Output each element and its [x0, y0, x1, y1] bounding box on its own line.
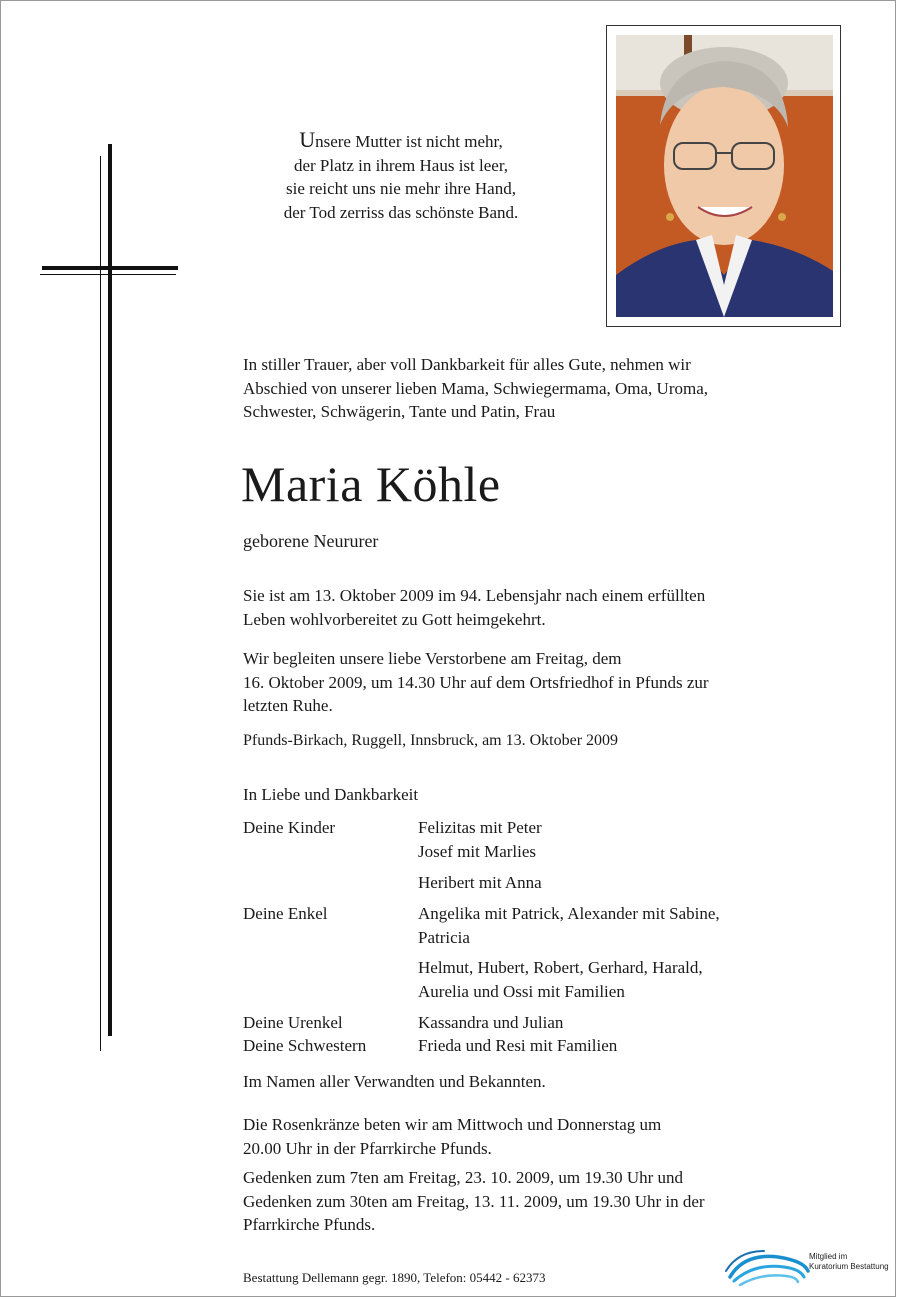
memorial-line-1: Gedenken zum 7ten am Freitag, 23. 10. 2009, um 19.30 Uhr und [243, 1168, 684, 1187]
funeral-notice [243, 647, 709, 718]
intro-line-1: In stiller Trauer, aber voll Dankbarkeit für alles Gute, nehmen wir [243, 355, 691, 374]
enkel-3: Helmut, Hubert, Robert, Gerhard, Harald, [418, 958, 703, 977]
kinder-1: Felizitas mit Peter [418, 818, 542, 837]
urenkel-label: Deine Urenkel [243, 1013, 343, 1032]
funeral-line-3: letzten Ruhe. [243, 696, 333, 715]
logo-caption-line-1: Mitglied im [809, 1252, 848, 1261]
deceased-name: Maria Köhle [241, 456, 501, 512]
poem-line-1: Unsere Mutter ist nicht mehr, [299, 127, 503, 152]
funeral-home-footer: Bestattung Dellemann gegr. 1890, Telefon: 05442 - 62373 [243, 1270, 546, 1285]
portrait-frame [606, 25, 841, 327]
cross-horizontal-line [40, 274, 176, 275]
kinder-2: Josef mit Marlies [418, 842, 537, 861]
cross-vertical-bar [108, 144, 112, 1036]
cross-horizontal-bar [42, 266, 178, 270]
intro-line-2: Abschied von unserer lieben Mama, Schwiegermama, Oma, Uroma, [243, 378, 708, 398]
kinder-label: Deine Kinder [243, 818, 336, 837]
poem-line-4: der Tod zerriss das schönste Band. [283, 202, 519, 222]
schwestern-label: Deine Schwestern [243, 1036, 367, 1055]
portrait-photo [616, 35, 833, 317]
intro-line-3: Schwester, Schwägerin, Tante und Patin, Frau [243, 402, 556, 421]
kinder-3: Heribert mit Anna [418, 873, 542, 892]
cross-vertical-line [100, 156, 101, 1051]
urenkel-names: Kassandra und Julian [418, 1013, 564, 1032]
death-notice-line-2: Leben wohlvorbereitet zu Gott heimgekehrt. [243, 609, 546, 629]
enkel-4: Aurelia und Ossi mit Familien [418, 982, 625, 1001]
memorial-poem [211, 128, 591, 224]
enkel-1: Angelika mit Patrick, Alexander mit Sabine, [418, 904, 720, 923]
poem-line-1-rest: nsere Mutter ist nicht mehr, [315, 132, 503, 151]
enkel-2: Patricia [418, 928, 470, 947]
birth-name: geborene Neururer [243, 531, 379, 551]
death-notice-line-1: Sie ist am 13. Oktober 2009 im 94. Lebensjahr nach einem erfüllten [243, 586, 706, 605]
swirl-logo-icon [724, 1247, 814, 1289]
rosary-line-1: Die Rosenkränze beten wir am Mittwoch und Donnerstag um [243, 1115, 662, 1134]
memorial-notice [243, 1166, 705, 1237]
enkel-label: Deine Enkel [243, 904, 328, 923]
relatives-line: Im Namen aller Verwandten und Bekannten. [243, 1072, 546, 1091]
funeral-line-1: Wir begleiten unsere liebe Verstorbene am Freitag, dem [243, 649, 622, 668]
memorial-line-2: Gedenken zum 30ten am Freitag, 13. 11. 2009, um 19.30 Uhr in der [243, 1191, 705, 1211]
logo-caption [809, 1252, 889, 1272]
rosary-notice [243, 1113, 661, 1160]
logo-caption-line-2: Kuratorium Bestattung [809, 1262, 889, 1271]
schwestern-names: Frieda und Resi mit Familien [418, 1036, 618, 1055]
memorial-line-3: Pfarrkirche Pfunds. [243, 1215, 376, 1234]
rosary-line-2: 20.00 Uhr in der Pfarrkirche Pfunds. [243, 1138, 492, 1158]
death-notice [243, 584, 705, 631]
place-date: Pfunds-Birkach, Ruggell, Innsbruck, am 13. Oktober 2009 [243, 732, 619, 749]
funeral-line-2: 16. Oktober 2009, um 14.30 Uhr auf dem Ortsfriedhof in Pfunds zur [243, 672, 709, 692]
intro-text [243, 353, 708, 424]
love-line: In Liebe und Dankbarkeit [243, 785, 419, 804]
poem-line-3: sie reicht uns nie mehr ihre Hand, [286, 179, 516, 198]
poem-line-2: der Platz in ihrem Haus ist leer, [293, 155, 509, 175]
